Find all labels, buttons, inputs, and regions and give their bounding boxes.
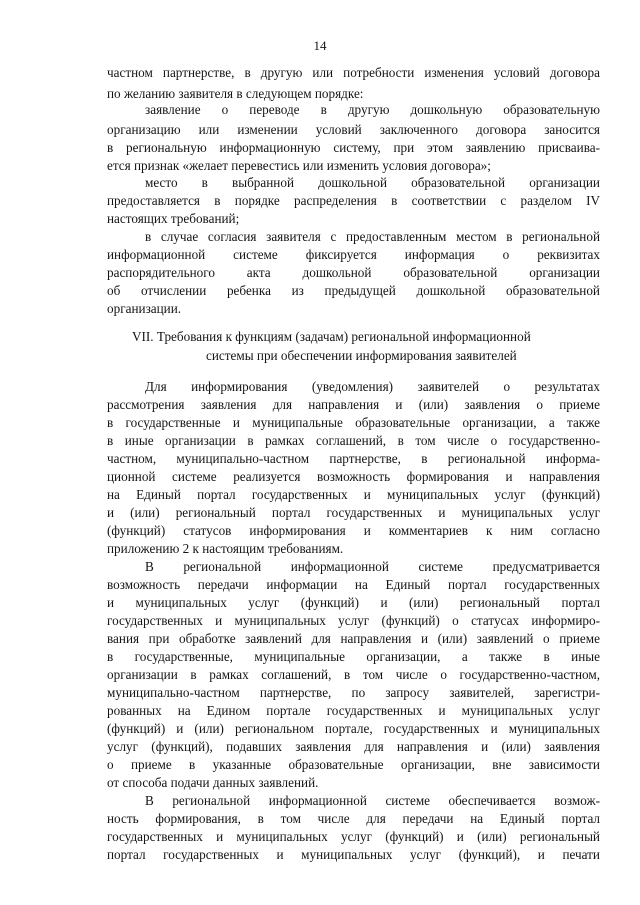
section-heading: VII. Требования к функциям (задачам) региональной информационной <box>132 329 531 344</box>
text-line: в государственные, муниципальные организации, а также в иные <box>107 649 600 664</box>
text-line: и муниципальных услуг (функций) и (или) региональный портал <box>107 595 600 610</box>
text-line: заявление о переводе в другую дошкольную образовательную <box>145 102 600 117</box>
text-line: на Единый портал государственных и муниципальных услуг (функций) <box>107 487 600 502</box>
text-line: организации в рамках соглашений, в том числе о государственно-частном, <box>107 667 600 682</box>
text-line: распорядительного акта дошкольной образовательной организации <box>107 265 600 280</box>
text-line: государственных и муниципальных услуг (функций) о статусах информиро- <box>107 613 600 628</box>
text-line: Для информирования (уведомления) заявителей о результатах <box>145 379 600 394</box>
text-line: муниципально-частном партнерстве, по запросу заявителей, зарегистри- <box>107 685 600 700</box>
text-line: в региональную информационную систему, при этом заявлению присваива- <box>107 140 600 155</box>
text-line: ционной системе реализуется возможность формирования и направления <box>107 469 600 484</box>
text-line: услуг (функций), подавших заявления для направления и (или) заявления <box>107 739 600 754</box>
text-line: и (или) региональный портал государственных и муниципальных услуг <box>107 505 600 520</box>
text-line: предоставляется в порядке распределения в соответствии с разделом IV <box>107 193 600 208</box>
text-line: В региональной информационной системе предусматривается <box>145 559 600 574</box>
text-line: приложению 2 к настоящим требованиям. <box>107 541 344 556</box>
text-line: место в выбранной дошкольной образовательной организации <box>145 175 600 190</box>
text-line: рованных на Едином портале государственных и муниципальных услуг <box>107 703 600 718</box>
text-line: частном партнерстве, в другую или потребности изменения условий договора <box>107 65 600 80</box>
text-line: настоящих требований; <box>107 211 240 226</box>
text-line: об отчислении ребенка из предыдущей дошкольной образовательной <box>107 283 600 298</box>
text-line: в иные организации в рамках соглашений, в том числе о государственно- <box>107 433 600 448</box>
text-line: частном, муниципально-частном партнерстве, в региональной информа- <box>107 451 600 466</box>
text-line: о приеме в указанные образовательные организации, вне зависимости <box>107 757 600 772</box>
text-line: организацию или изменении условий заключенного договора заносится <box>107 122 600 137</box>
text-line: (функций) и (или) региональном портале, государственных и муниципальных <box>107 721 600 736</box>
text-line: (функций) статусов информирования и комментариев к ним согласно <box>107 523 600 538</box>
text-line: в государственные и муниципальные образовательные организации, а также <box>107 415 600 430</box>
text-line: возможность передачи информации на Единый портал государственных <box>107 577 600 592</box>
text-line: организации. <box>107 301 182 316</box>
page-number: 14 <box>313 38 327 53</box>
text-line: рассмотрения заявления для направления и (или) заявления о приеме <box>107 397 600 412</box>
text-line: по желанию заявителя в следующем порядке: <box>107 86 364 101</box>
text-line: В региональной информационной системе обеспечивается возмож- <box>145 793 600 808</box>
section-heading: системы при обеспечении информирования заявителей <box>206 348 517 363</box>
text-line: портал государственных и муниципальных услуг (функций), и печати <box>107 847 600 862</box>
text-line: в случае согласия заявителя с предоставленным местом в региональной <box>145 229 600 244</box>
text-line: государственных и муниципальных услуг (функций) и (или) региональный <box>107 829 600 844</box>
text-line: ность формирования, в том числе для передачи на Единый портал <box>107 811 600 826</box>
text-line: ется признак «желает перевестись или изменить условия договора»; <box>107 158 491 173</box>
text-line: от способа подачи данных заявлений. <box>107 775 319 790</box>
text-line: информационной системе фиксируется информация о реквизитах <box>107 247 600 262</box>
text-line: вания при обработке заявлений для направления и (или) заявлений о приеме <box>107 631 600 646</box>
